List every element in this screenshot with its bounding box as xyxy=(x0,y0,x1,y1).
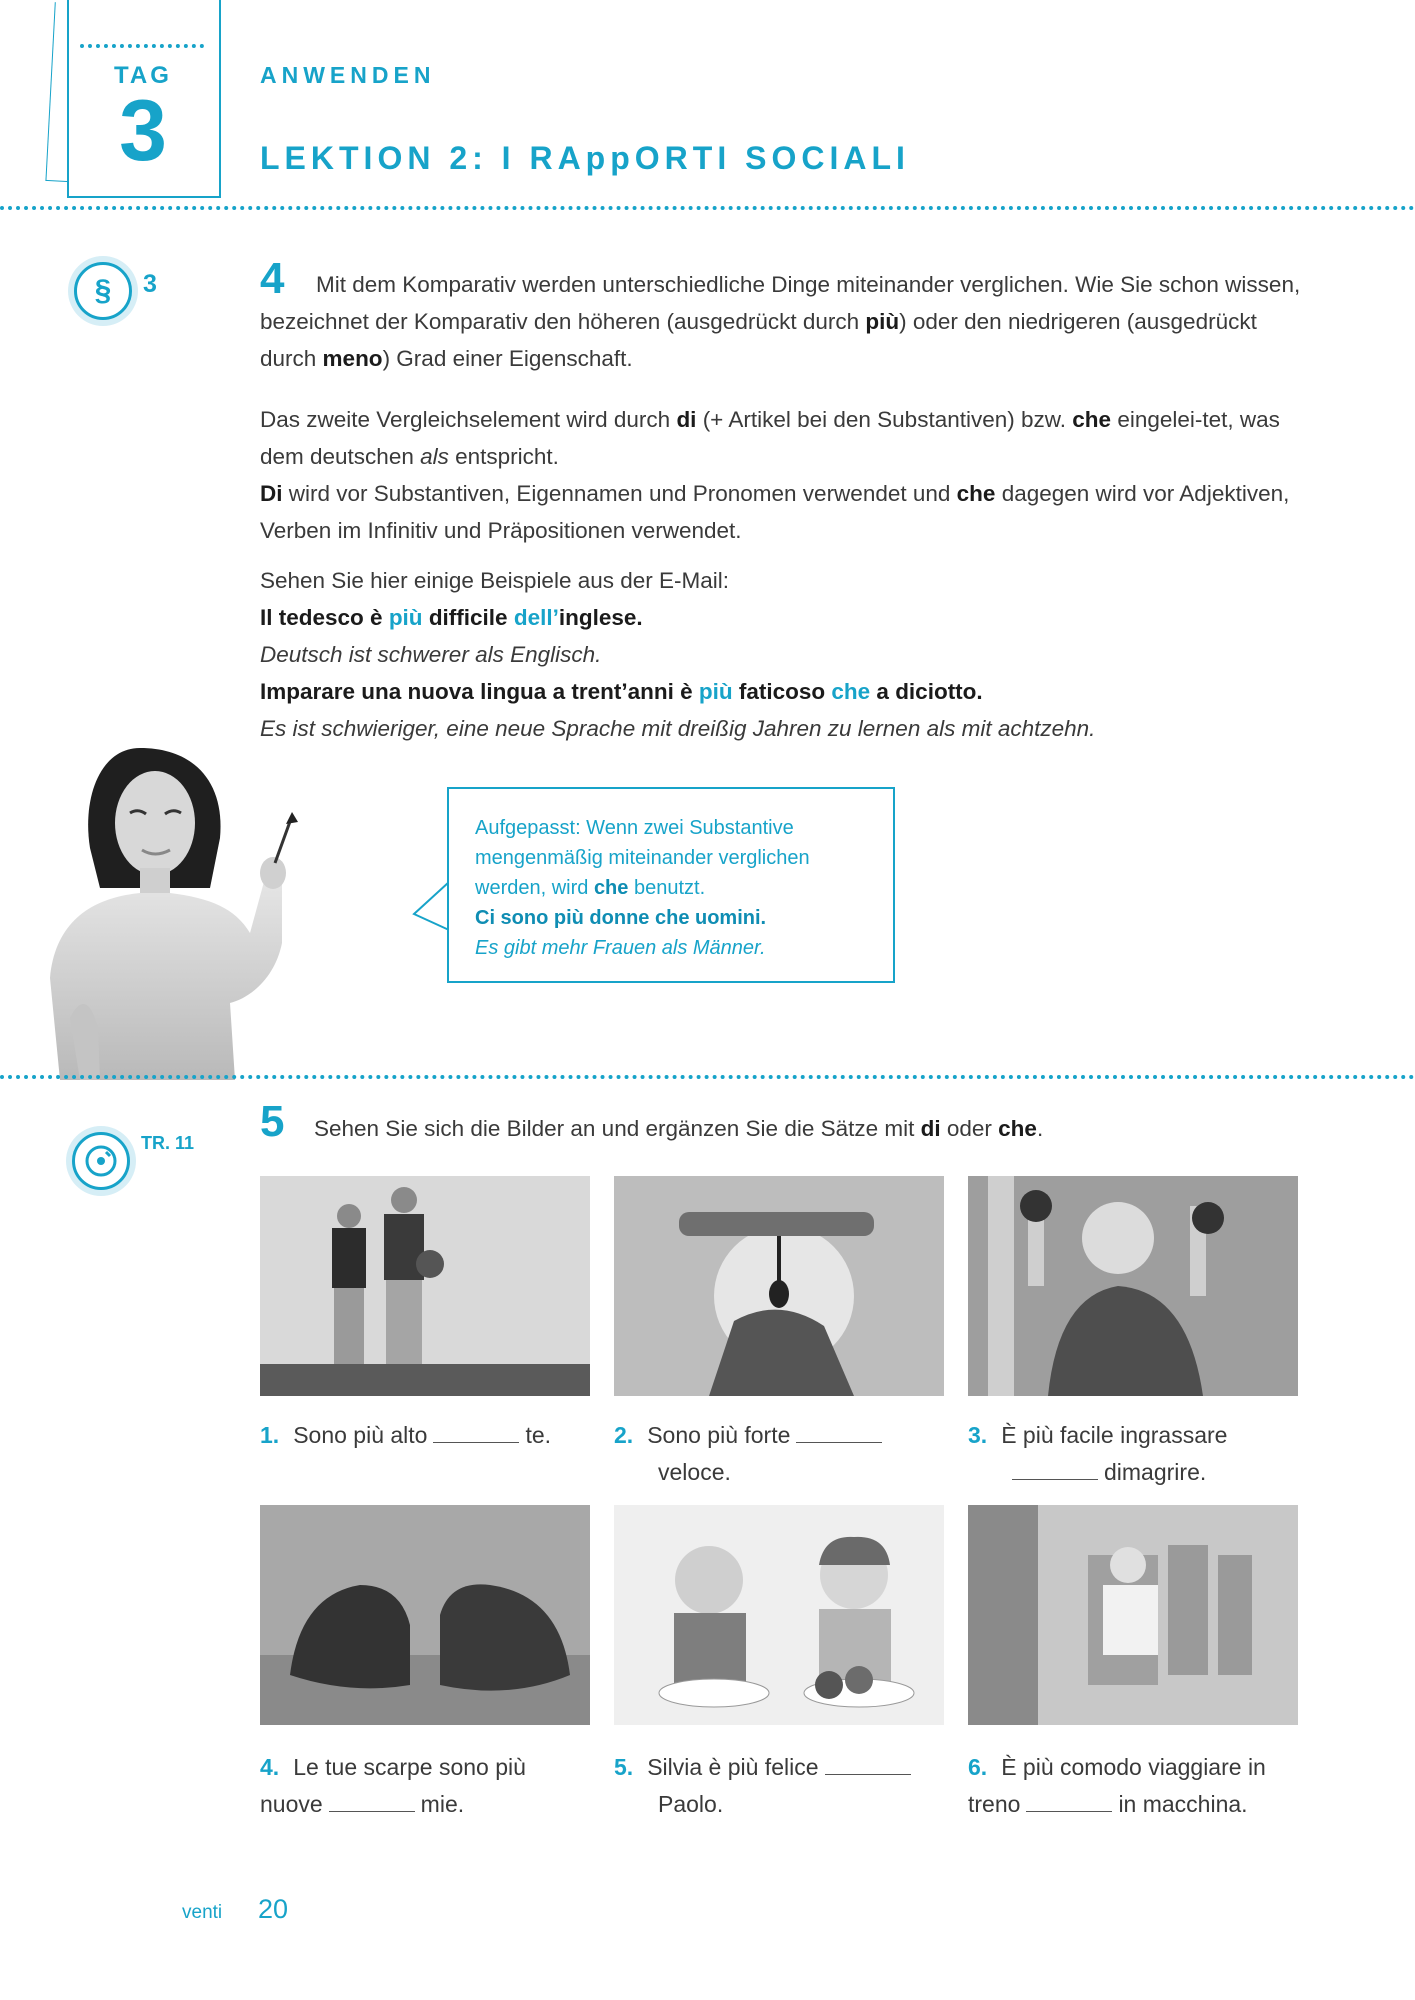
exercise5-instruction: Sehen Sie sich die Bilder an und ergänzen Sie die Sätze mit di oder che. xyxy=(314,1116,1044,1141)
audio-track: TR. 11 xyxy=(141,1133,195,1153)
answer-blank[interactable] xyxy=(433,1441,519,1443)
page-number-word: venti xyxy=(182,1902,223,1923)
photo-ant-lifting-log xyxy=(614,1176,944,1396)
photo-train-passenger xyxy=(968,1505,1298,1725)
sentence-item-1: 1. Sono più alto te. xyxy=(260,1422,552,1448)
examples-intro: Sehen Sie hier einige Beispiele aus der E-Mail: xyxy=(260,568,730,593)
tag-dots-divider xyxy=(80,44,204,48)
paragraph-icon: § xyxy=(74,262,132,320)
section-divider xyxy=(0,1075,1415,1079)
header-divider xyxy=(0,206,1415,210)
exercise-number: 4 xyxy=(260,254,285,303)
teacher-illustration xyxy=(20,728,340,1080)
page-number: 20 xyxy=(258,1894,289,1924)
photo-children-eating xyxy=(614,1505,944,1725)
sentence-item-2: 2. Sono più forte veloce. xyxy=(614,1417,924,1491)
exercise4-examples xyxy=(260,562,1310,747)
exercise4-intro: Mit dem Komparativ werden unterschiedliche Dinge miteinander verglichen. Wie Sie schon wissen, bezeichnet der Komparativ den höheren (ausgedrückt durch più) oder den niedrigeren (ausgedrückt durch meno) Grad einer Eigenschaft. xyxy=(260,272,1301,371)
example-1: Il tedesco è più difficile dell’inglese. xyxy=(260,605,643,630)
sentence-item-5: 5. Silvia è più felice Paolo. xyxy=(614,1749,924,1823)
lesson-title: LEKTION 2: I RAppORTI SOCIALI xyxy=(260,140,910,176)
tag-number: 3 xyxy=(119,83,167,179)
answer-blank[interactable] xyxy=(796,1441,882,1443)
example-2-translation: Es ist schwieriger, eine neue Sprache mit dreißig Jahren zu lernen als mit achtzehn. xyxy=(260,716,1096,741)
example-1-translation: Deutsch ist schwerer als Englisch. xyxy=(260,642,602,667)
answer-blank[interactable] xyxy=(329,1810,415,1812)
photo-woman-dumbbells xyxy=(968,1176,1298,1396)
exercise-number: 5 xyxy=(260,1097,285,1146)
callout-translation: Es gibt mehr Frauen als Männer. xyxy=(475,937,766,959)
sentence-item-3: 3. È più facile ingrassare dimagrire. xyxy=(968,1422,1228,1485)
answer-blank[interactable] xyxy=(1012,1478,1098,1480)
callout-pointer xyxy=(412,880,452,932)
answer-blank[interactable] xyxy=(1026,1810,1112,1812)
callout-example: Ci sono più donne che uomini. xyxy=(475,907,767,929)
section-heading: ANWENDEN xyxy=(260,62,436,88)
photo-basketball-players xyxy=(260,1176,590,1396)
sentence-item-6: 6. È più comodo viaggiare in treno in macchina. xyxy=(968,1754,1266,1817)
grammar-ref: 3 xyxy=(143,270,157,298)
cd-icon xyxy=(72,1132,130,1190)
exercise4-rule: Das zweite Vergleichselement wird durch di (+ Artikel bei den Substantiven) bzw. che eingelei-tet, was dem deutschen als entspricht. Di wird vor Substantiven, Eigennamen und Pronomen verwendet und che dagegen wird vor Adjektiven, Verben im Infinitiv und Präpositionen verwendet. xyxy=(260,407,1290,543)
sentence-item-4: 4. Le tue scarpe sono più nuove mie. xyxy=(260,1754,526,1817)
tag-label: TAG xyxy=(114,62,172,89)
photo-old-shoes xyxy=(260,1505,590,1725)
answer-blank[interactable] xyxy=(825,1773,911,1775)
example-2: Imparare una nuova lingua a trent’anni è più faticoso che a diciotto. xyxy=(260,679,983,704)
grammar-tip-callout: Aufgepasst: Wenn zwei Substantive mengenmäßig miteinander verglichen werden, wird che benutzt. Ci sono più donne che uomini. Es gibt mehr Frauen als Männer. xyxy=(447,787,895,983)
